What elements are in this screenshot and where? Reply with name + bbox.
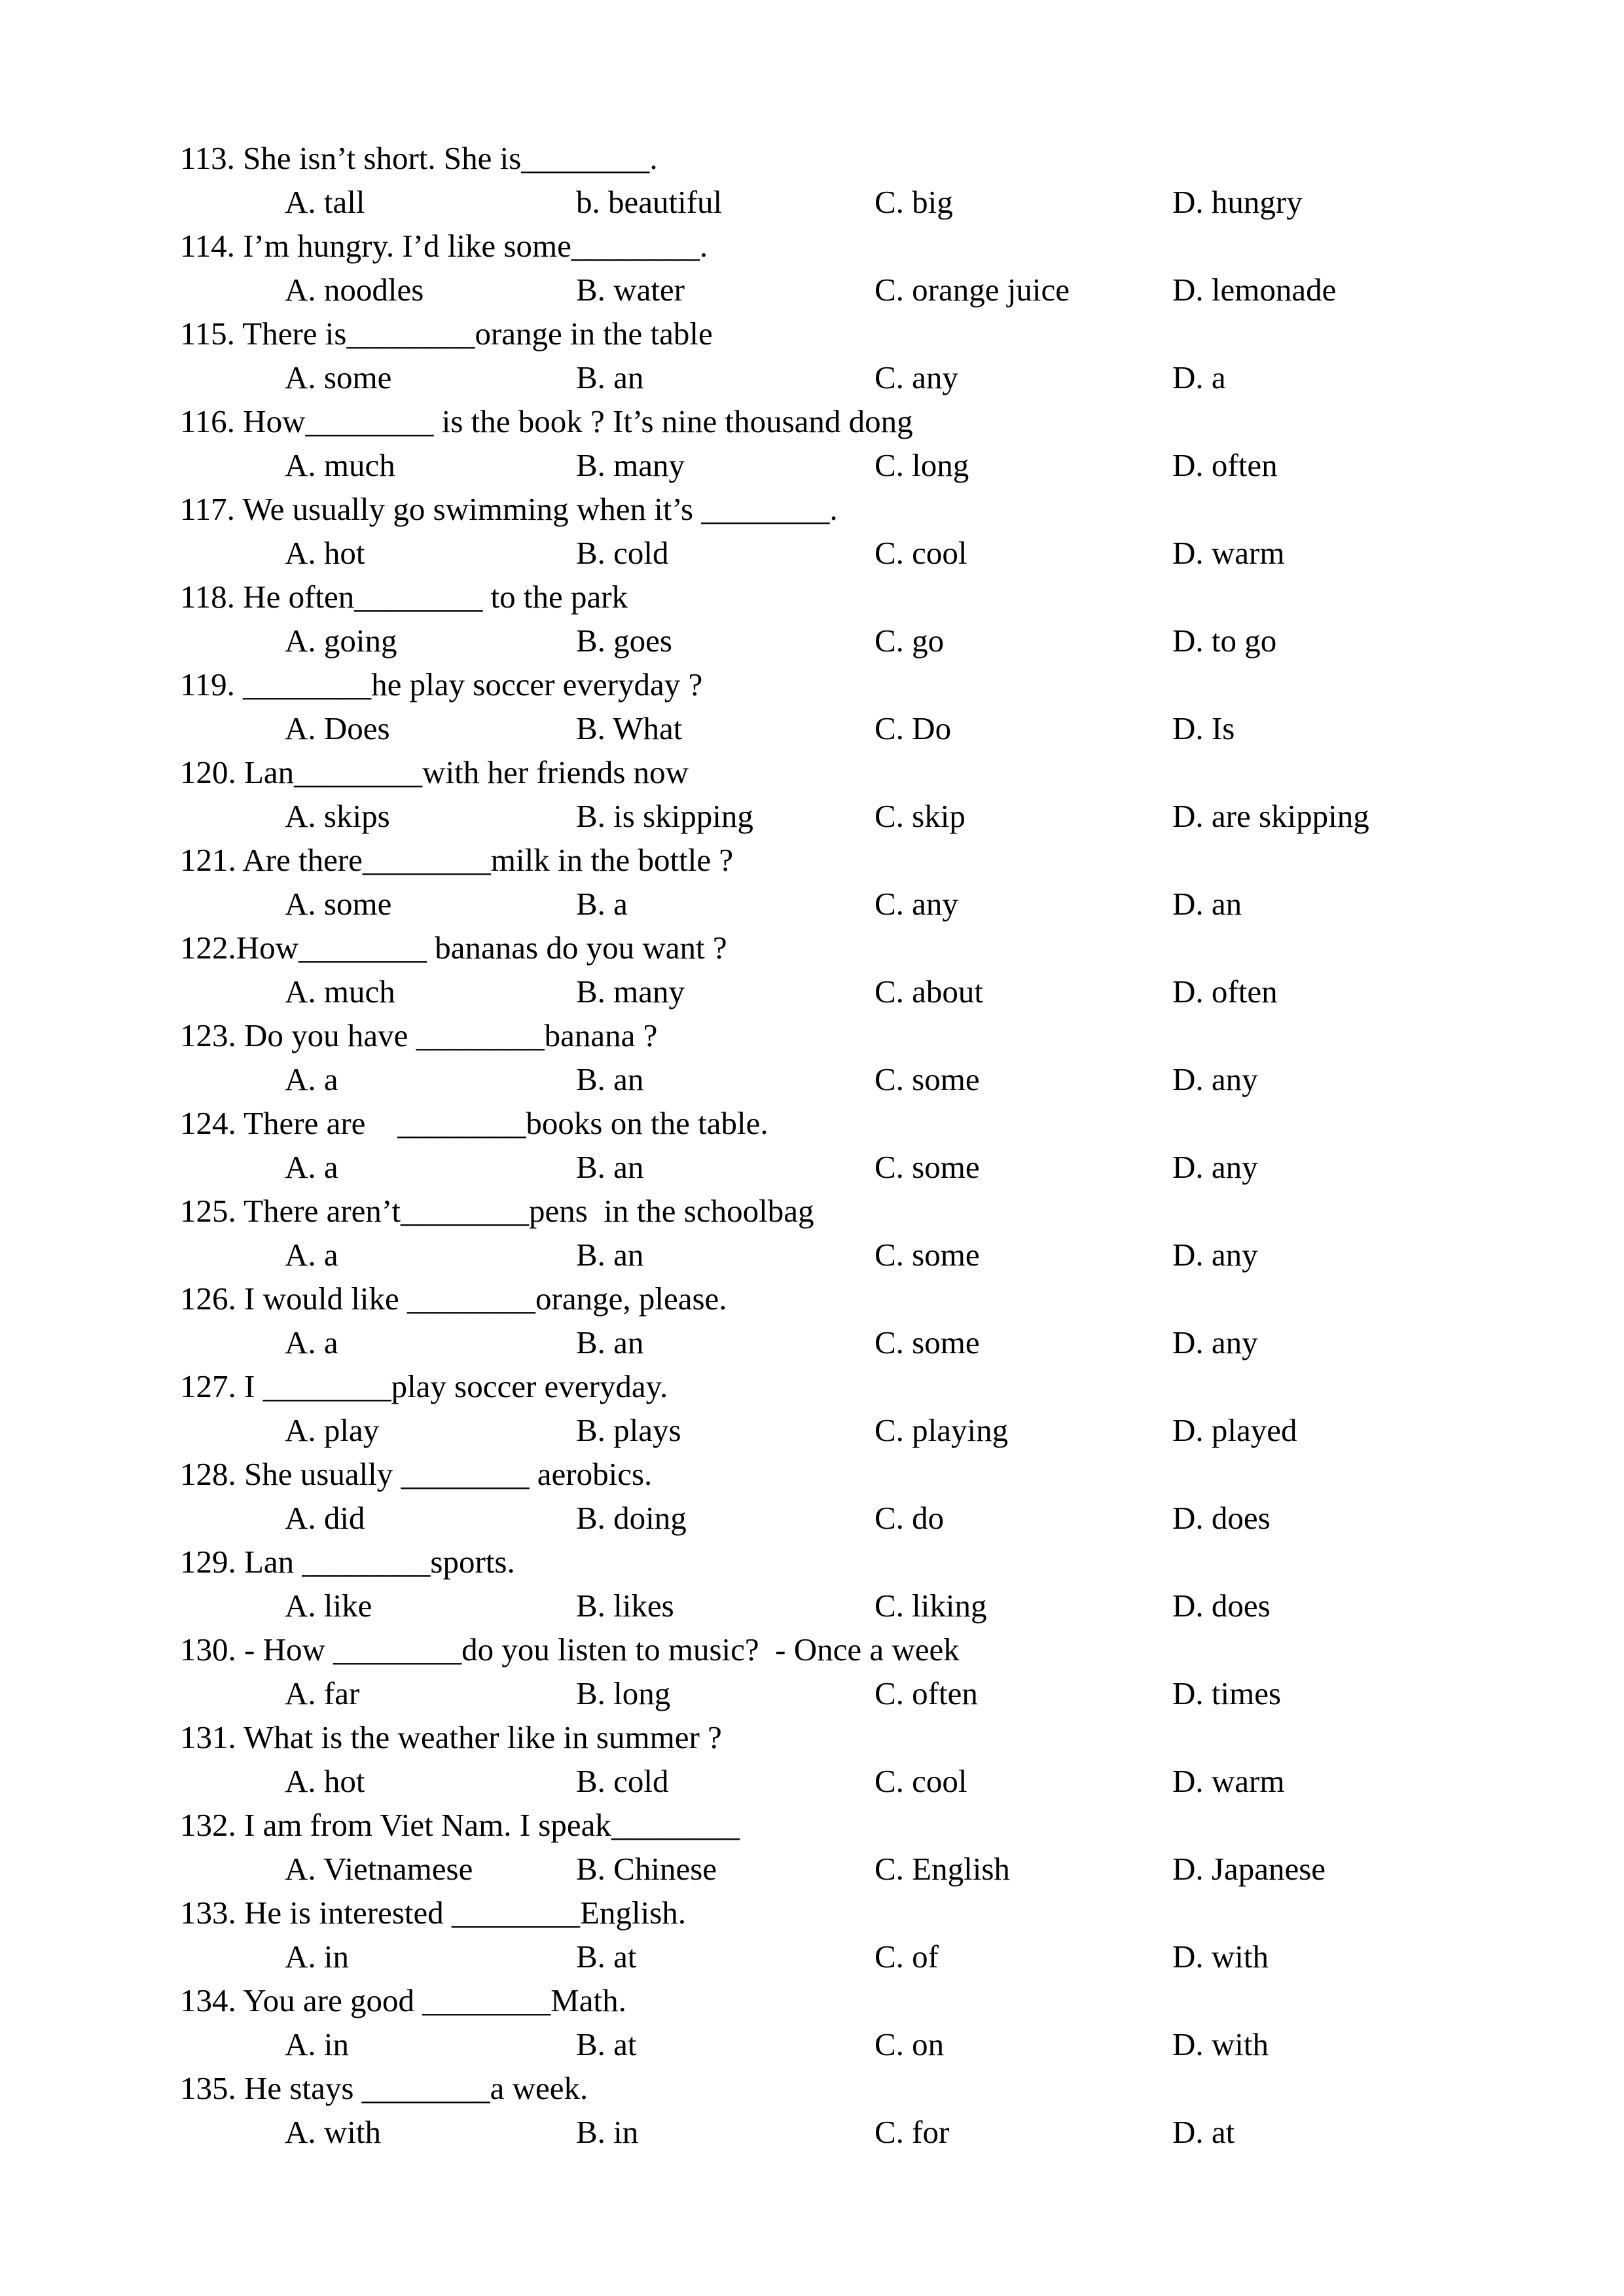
- option-a: A. skips: [285, 798, 390, 834]
- option-b: B. goes: [576, 623, 672, 659]
- option-c: C. cool: [875, 535, 967, 571]
- option-c: C. often: [875, 1675, 978, 1711]
- option-c: C. Do: [875, 710, 952, 746]
- question-options: [180, 1057, 1506, 1101]
- question-item: [180, 1891, 1506, 1978]
- option-b: B. in: [576, 2114, 639, 2150]
- question-text: 131. What is the weather like in summer ?: [180, 1719, 722, 1755]
- question-options: [180, 706, 1506, 750]
- question-text: 120. Lan________with her friends now: [180, 754, 689, 790]
- question-item: [180, 575, 1506, 663]
- option-c: C. some: [875, 1237, 980, 1273]
- option-b: B. an: [576, 1149, 644, 1185]
- question-options: [180, 1935, 1506, 1978]
- option-b: B. What: [576, 710, 683, 746]
- question-text: 133. He is interested ________English.: [180, 1895, 687, 1931]
- question-options: [180, 1321, 1506, 1364]
- option-a: A. some: [285, 359, 392, 395]
- question-item: [180, 1978, 1506, 2066]
- option-d: D. a: [1172, 359, 1226, 395]
- option-a: A. far: [285, 1675, 360, 1711]
- option-d: D. warm: [1172, 1763, 1285, 1799]
- question-options: [180, 1847, 1506, 1891]
- question-options: [180, 619, 1506, 663]
- question-item: [180, 750, 1506, 838]
- option-a: A. tall: [285, 184, 365, 220]
- option-c: C. of: [875, 1939, 939, 1975]
- question-item: [180, 1803, 1506, 1891]
- option-d: D. any: [1172, 1324, 1258, 1360]
- option-b: B. a: [576, 886, 628, 922]
- question-text: 125. There aren’t________pens in the schoolbag: [180, 1193, 814, 1229]
- option-d: D. hungry: [1172, 184, 1303, 220]
- option-c: C. some: [875, 1324, 980, 1360]
- option-c: C. some: [875, 1061, 980, 1097]
- question-text: 126. I would like ________orange, please.: [180, 1281, 727, 1317]
- question-item: [180, 487, 1506, 575]
- question-options: [180, 2110, 1506, 2154]
- option-d: D. played: [1172, 1412, 1297, 1448]
- question-item: [180, 2066, 1506, 2154]
- option-a: A. a: [285, 1061, 338, 1097]
- option-b: B. doing: [576, 1500, 687, 1536]
- question-options: [180, 355, 1506, 399]
- question-item: [180, 838, 1506, 926]
- option-b: B. cold: [576, 535, 669, 571]
- question-item: [180, 136, 1506, 224]
- question-options: [180, 1759, 1506, 1803]
- option-a: A. in: [285, 2026, 349, 2062]
- option-c: C. English: [875, 1851, 1010, 1887]
- question-text: 117. We usually go swimming when it’s ________.: [180, 491, 838, 527]
- question-item: [180, 224, 1506, 312]
- question-text: 124. There are ________books on the table.: [180, 1105, 768, 1141]
- option-c: C. skip: [875, 798, 965, 834]
- option-a: A. some: [285, 886, 392, 922]
- option-b: B. long: [576, 1675, 671, 1711]
- option-a: A. Vietnamese: [285, 1851, 473, 1887]
- question-options: [180, 268, 1506, 312]
- option-c: C. go: [875, 623, 945, 659]
- option-d: D. warm: [1172, 535, 1285, 571]
- question-text: 129. Lan ________sports.: [180, 1544, 515, 1580]
- question-text: 115. There is________orange in the table: [180, 316, 713, 352]
- question-item: [180, 399, 1506, 487]
- question-text: 114. I’m hungry. I’d like some________.: [180, 228, 708, 264]
- option-d: D. often: [1172, 974, 1278, 1010]
- option-d: D. times: [1172, 1675, 1282, 1711]
- question-text: 132. I am from Viet Nam. I speak________: [180, 1807, 740, 1843]
- option-a: A. a: [285, 1237, 338, 1273]
- option-c: C. on: [875, 2026, 945, 2062]
- question-options: [180, 531, 1506, 575]
- question-options: [180, 882, 1506, 926]
- option-b: B. at: [576, 1939, 637, 1975]
- question-text: 130. - How ________do you listen to music? - Once a week: [180, 1631, 960, 1667]
- question-item: [180, 663, 1506, 750]
- option-c: C. orange juice: [875, 272, 1070, 308]
- option-b: B. at: [576, 2026, 637, 2062]
- option-a: A. Does: [285, 710, 390, 746]
- question-item: [180, 1013, 1506, 1101]
- question-options: [180, 2022, 1506, 2066]
- option-d: D. does: [1172, 1500, 1271, 1536]
- question-item: [180, 1101, 1506, 1189]
- option-b: B. cold: [576, 1763, 669, 1799]
- option-d: D. any: [1172, 1149, 1258, 1185]
- question-text: 121. Are there________milk in the bottle ?: [180, 842, 734, 878]
- question-text: 127. I ________play soccer everyday.: [180, 1368, 668, 1404]
- option-a: A. much: [285, 447, 395, 483]
- question-text: 128. She usually ________ aerobics.: [180, 1456, 653, 1492]
- option-d: D. with: [1172, 2026, 1269, 2062]
- option-c: C. cool: [875, 1763, 967, 1799]
- option-d: D. Japanese: [1172, 1851, 1326, 1887]
- option-c: C. about: [875, 974, 984, 1010]
- option-b: B. an: [576, 1061, 644, 1097]
- question-item: [180, 1715, 1506, 1803]
- option-a: A. like: [285, 1588, 372, 1624]
- option-b: B. likes: [576, 1588, 674, 1624]
- option-d: D. with: [1172, 1939, 1269, 1975]
- question-text: 123. Do you have ________banana ?: [180, 1017, 658, 1053]
- question-options: [180, 1584, 1506, 1628]
- option-d: D. to go: [1172, 623, 1277, 659]
- option-b: B. many: [576, 447, 685, 483]
- option-d: D. lemonade: [1172, 272, 1337, 308]
- question-options: [180, 1496, 1506, 1540]
- option-a: A. much: [285, 974, 395, 1010]
- question-item: [180, 1628, 1506, 1715]
- question-options: [180, 180, 1506, 224]
- option-d: D. an: [1172, 886, 1242, 922]
- question-text: 116. How________ is the book ? It’s nine thousand dong: [180, 403, 913, 439]
- question-text: 135. He stays ________a week.: [180, 2070, 588, 2106]
- option-d: D. are skipping: [1172, 798, 1369, 834]
- question-text: 134. You are good ________Math.: [180, 1982, 626, 2018]
- option-b: B. plays: [576, 1412, 681, 1448]
- option-d: D. any: [1172, 1237, 1258, 1273]
- question-item: [180, 1277, 1506, 1364]
- question-options: [180, 1408, 1506, 1452]
- option-c: C. liking: [875, 1588, 987, 1624]
- question-item: [180, 312, 1506, 399]
- question-options: [180, 794, 1506, 838]
- question-item: [180, 1189, 1506, 1277]
- option-c: C. do: [875, 1500, 945, 1536]
- option-a: A. hot: [285, 535, 365, 571]
- option-a: A. a: [285, 1324, 338, 1360]
- question-item: [180, 1452, 1506, 1540]
- option-c: C. big: [875, 184, 953, 220]
- question-options: [180, 1233, 1506, 1277]
- option-c: C. long: [875, 447, 969, 483]
- question-options: [180, 443, 1506, 487]
- question-options: [180, 970, 1506, 1013]
- question-item: [180, 1364, 1506, 1452]
- option-a: A. in: [285, 1939, 349, 1975]
- question-item: [180, 926, 1506, 1013]
- option-b: B. water: [576, 272, 685, 308]
- option-b: b. beautiful: [576, 184, 723, 220]
- option-b: B. an: [576, 1237, 644, 1273]
- option-a: A. play: [285, 1412, 380, 1448]
- option-a: A. hot: [285, 1763, 365, 1799]
- option-d: D. at: [1172, 2114, 1235, 2150]
- option-a: A. with: [285, 2114, 381, 2150]
- question-text: 119. ________he play soccer everyday ?: [180, 666, 703, 702]
- option-a: A. noodles: [285, 272, 424, 308]
- option-a: A. did: [285, 1500, 365, 1536]
- question-options: [180, 1145, 1506, 1189]
- option-b: B. an: [576, 1324, 644, 1360]
- option-d: D. often: [1172, 447, 1278, 483]
- option-c: C. for: [875, 2114, 950, 2150]
- option-b: B. an: [576, 359, 644, 395]
- option-a: A. going: [285, 623, 397, 659]
- question-text: 113. She isn’t short. She is________.: [180, 140, 658, 176]
- option-c: C. playing: [875, 1412, 1009, 1448]
- option-d: D. any: [1172, 1061, 1258, 1097]
- option-b: B. Chinese: [576, 1851, 717, 1887]
- option-b: B. many: [576, 974, 685, 1010]
- option-b: B. is skipping: [576, 798, 753, 834]
- option-c: C. some: [875, 1149, 980, 1185]
- option-c: C. any: [875, 359, 958, 395]
- option-d: D. does: [1172, 1588, 1271, 1624]
- option-d: D. Is: [1172, 710, 1235, 746]
- question-options: [180, 1671, 1506, 1715]
- question-item: [180, 1540, 1506, 1628]
- question-text: 122.How________ bananas do you want ?: [180, 930, 727, 966]
- option-c: C. any: [875, 886, 958, 922]
- question-list: [180, 136, 1506, 2154]
- question-text: 118. He often________ to the park: [180, 579, 628, 615]
- option-a: A. a: [285, 1149, 338, 1185]
